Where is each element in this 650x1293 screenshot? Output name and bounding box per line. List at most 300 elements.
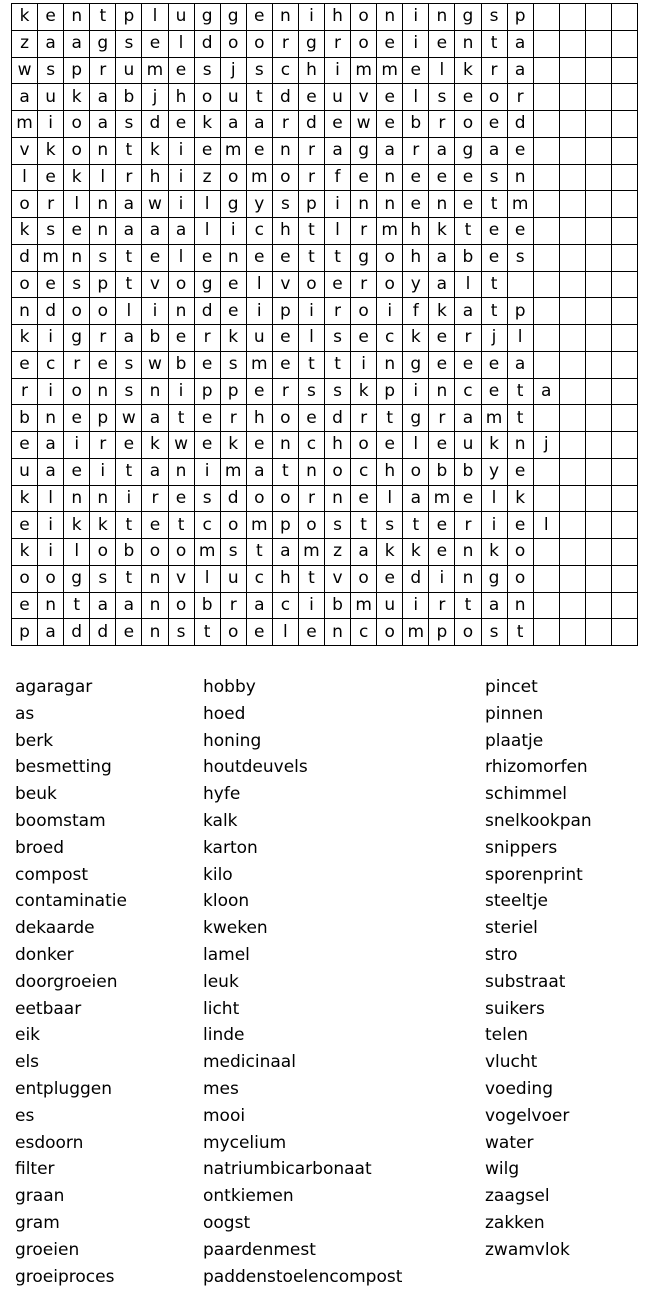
grid-cell: k xyxy=(142,138,168,165)
grid-cell: p xyxy=(273,512,299,539)
grid-cell: h xyxy=(247,405,273,432)
grid-cell: e xyxy=(142,31,168,58)
word-list xyxy=(0,674,650,1289)
grid-cell: i xyxy=(90,459,116,486)
grid-cell: w xyxy=(116,405,142,432)
grid-cell: c xyxy=(247,218,273,245)
grid-cell: p xyxy=(116,4,142,31)
grid-cell: a xyxy=(482,593,508,620)
grid-cell: s xyxy=(325,379,351,406)
grid-cell xyxy=(560,84,586,111)
grid-cell: r xyxy=(90,325,116,352)
grid-cell: e xyxy=(299,619,325,646)
grid-cell: m xyxy=(221,459,247,486)
grid-cell: e xyxy=(403,58,429,85)
grid-cell xyxy=(612,272,638,299)
grid-cell: m xyxy=(351,593,377,620)
grid-cell: r xyxy=(299,486,325,513)
grid-cell: v xyxy=(12,138,38,165)
grid-cell: r xyxy=(351,405,377,432)
grid-cell: n xyxy=(12,298,38,325)
grid-cell xyxy=(560,58,586,85)
grid-cell: e xyxy=(221,298,247,325)
grid-cell: w xyxy=(351,111,377,138)
grid-cell: e xyxy=(482,379,508,406)
grid-cell: i xyxy=(403,4,429,31)
grid-cell: i xyxy=(482,512,508,539)
grid-cell xyxy=(560,111,586,138)
grid-cell: h xyxy=(273,218,299,245)
grid-cell xyxy=(586,31,612,58)
grid-cell: a xyxy=(142,405,168,432)
grid-cell xyxy=(560,298,586,325)
grid-cell: e xyxy=(64,405,90,432)
grid-cell: b xyxy=(455,459,481,486)
grid-cell: n xyxy=(64,245,90,272)
grid-cell: u xyxy=(221,84,247,111)
grid-cell: o xyxy=(90,539,116,566)
grid-cell: r xyxy=(299,165,325,192)
grid-cell: t xyxy=(299,245,325,272)
grid-cell xyxy=(612,138,638,165)
word-item: lamel xyxy=(203,944,250,965)
grid-cell: t xyxy=(116,245,142,272)
grid-cell: s xyxy=(429,84,455,111)
grid-cell: e xyxy=(273,352,299,379)
grid-cell: l xyxy=(195,566,221,593)
grid-cell xyxy=(612,539,638,566)
grid-cell: e xyxy=(482,352,508,379)
grid-cell: l xyxy=(195,218,221,245)
grid-cell: e xyxy=(273,245,299,272)
grid-cell: m xyxy=(142,58,168,85)
grid-cell xyxy=(586,272,612,299)
grid-cell: n xyxy=(455,31,481,58)
grid-cell: m xyxy=(12,111,38,138)
grid-cell: i xyxy=(221,218,247,245)
grid-cell: a xyxy=(116,191,142,218)
grid-cell: i xyxy=(38,111,64,138)
grid-cell: o xyxy=(299,272,325,299)
grid-cell: b xyxy=(142,325,168,352)
word-item: beuk xyxy=(15,784,57,805)
grid-cell: i xyxy=(169,165,195,192)
grid-cell: n xyxy=(169,298,195,325)
grid-cell: o xyxy=(64,379,90,406)
grid-cell xyxy=(612,218,638,245)
grid-cell: e xyxy=(508,459,534,486)
grid-cell: n xyxy=(429,191,455,218)
grid-cell: a xyxy=(90,111,116,138)
grid-cell: r xyxy=(116,165,142,192)
word-item: linde xyxy=(203,1025,245,1046)
grid-cell xyxy=(612,191,638,218)
grid-cell: e xyxy=(482,218,508,245)
grid-cell: o xyxy=(351,566,377,593)
grid-cell xyxy=(534,4,560,31)
grid-cell: t xyxy=(482,298,508,325)
word-item: mycelium xyxy=(203,1132,287,1153)
grid-cell: w xyxy=(169,432,195,459)
grid-cell: h xyxy=(325,432,351,459)
word-item: gram xyxy=(15,1212,60,1233)
grid-cell: b xyxy=(429,459,455,486)
grid-cell xyxy=(612,432,638,459)
grid-cell: s xyxy=(64,272,90,299)
grid-cell: t xyxy=(116,566,142,593)
grid-cell: t xyxy=(169,405,195,432)
grid-cell: n xyxy=(38,405,64,432)
grid-cell xyxy=(560,138,586,165)
grid-cell: k xyxy=(12,4,38,31)
grid-cell: e xyxy=(429,432,455,459)
grid-cell: t xyxy=(64,593,90,620)
grid-cell: n xyxy=(90,218,116,245)
grid-cell: r xyxy=(90,432,116,459)
grid-cell xyxy=(534,111,560,138)
word-item: vogelvoer xyxy=(485,1105,570,1126)
grid-cell: v xyxy=(351,84,377,111)
word-item: mooi xyxy=(203,1105,246,1126)
word-item: groeiproces xyxy=(15,1266,115,1287)
grid-cell: z xyxy=(195,165,221,192)
word-item: agaragar xyxy=(15,677,93,697)
word-item: karton xyxy=(203,837,258,858)
grid-cell: e xyxy=(429,325,455,352)
word-item: doorgroeien xyxy=(15,971,118,992)
grid-cell: p xyxy=(377,379,403,406)
grid-cell: o xyxy=(377,619,403,646)
grid-cell xyxy=(534,619,560,646)
grid-cell xyxy=(586,325,612,352)
grid-cell xyxy=(586,191,612,218)
grid-cell xyxy=(560,31,586,58)
grid-cell: m xyxy=(351,58,377,85)
grid-cell: p xyxy=(64,58,90,85)
grid-cell: j xyxy=(534,432,560,459)
grid-cell: o xyxy=(508,539,534,566)
grid-cell: k xyxy=(351,379,377,406)
grid-cell: g xyxy=(195,4,221,31)
grid-cell: e xyxy=(221,272,247,299)
grid-cell: b xyxy=(169,352,195,379)
grid-cell: p xyxy=(195,379,221,406)
word-item: as xyxy=(15,703,35,724)
grid-cell: s xyxy=(325,325,351,352)
grid-cell xyxy=(586,352,612,379)
grid-cell: l xyxy=(377,486,403,513)
grid-cell: e xyxy=(247,245,273,272)
grid-cell: d xyxy=(508,111,534,138)
word-item: houtdeuvels xyxy=(203,757,308,778)
grid-cell: n xyxy=(90,379,116,406)
grid-cell: m xyxy=(377,218,403,245)
grid-cell: u xyxy=(455,432,481,459)
grid-cell: k xyxy=(12,539,38,566)
grid-cell: a xyxy=(142,218,168,245)
word-item: pinnen xyxy=(485,703,544,724)
grid-cell xyxy=(612,352,638,379)
grid-cell: n xyxy=(325,619,351,646)
grid-cell xyxy=(534,272,560,299)
grid-cell: i xyxy=(38,512,64,539)
grid-cell: t xyxy=(247,539,273,566)
grid-cell xyxy=(612,593,638,620)
grid-cell: v xyxy=(273,272,299,299)
grid-cell: o xyxy=(169,539,195,566)
grid-cell: a xyxy=(455,298,481,325)
grid-cell: n xyxy=(299,459,325,486)
grid-cell: y xyxy=(247,191,273,218)
grid-cell: g xyxy=(455,138,481,165)
grid-cell: c xyxy=(377,325,403,352)
grid-cell: i xyxy=(377,298,403,325)
grid-cell: k xyxy=(429,298,455,325)
word-item: voeding xyxy=(485,1078,553,1099)
grid-cell xyxy=(534,191,560,218)
grid-cell: r xyxy=(351,218,377,245)
grid-cell xyxy=(534,352,560,379)
grid-cell: s xyxy=(221,352,247,379)
grid-cell: n xyxy=(455,566,481,593)
word-item: pincet xyxy=(485,677,538,697)
grid-cell: r xyxy=(429,593,455,620)
grid-cell: t xyxy=(116,512,142,539)
grid-cell: e xyxy=(195,352,221,379)
grid-cell: s xyxy=(90,566,116,593)
grid-cell: r xyxy=(325,31,351,58)
grid-cell: k xyxy=(429,218,455,245)
grid-cell: r xyxy=(455,325,481,352)
grid-cell: d xyxy=(325,405,351,432)
grid-cell: n xyxy=(273,138,299,165)
grid-cell: o xyxy=(508,566,534,593)
grid-cell: s xyxy=(508,245,534,272)
grid-cell: i xyxy=(325,191,351,218)
grid-cell: l xyxy=(38,486,64,513)
grid-cell: m xyxy=(247,165,273,192)
grid-cell xyxy=(586,218,612,245)
grid-cell xyxy=(560,245,586,272)
word-item: vlucht xyxy=(485,1052,538,1073)
grid-cell: c xyxy=(195,512,221,539)
grid-cell: u xyxy=(12,459,38,486)
word-item: ontkiemen xyxy=(203,1186,294,1207)
grid-cell: m xyxy=(429,486,455,513)
grid-cell: e xyxy=(482,111,508,138)
grid-cell: i xyxy=(142,298,168,325)
grid-cell: n xyxy=(273,4,299,31)
grid-cell: l xyxy=(429,58,455,85)
word-item: broed xyxy=(15,837,65,858)
word-item: kalk xyxy=(203,810,238,831)
grid-cell: n xyxy=(508,593,534,620)
grid-cell: n xyxy=(455,539,481,566)
grid-cell: a xyxy=(351,539,377,566)
grid-cell: o xyxy=(221,165,247,192)
grid-cell: d xyxy=(299,111,325,138)
word-item: steeltje xyxy=(485,891,549,912)
grid-cell: t xyxy=(351,512,377,539)
grid-cell: i xyxy=(169,191,195,218)
grid-cell: g xyxy=(403,405,429,432)
grid-cell xyxy=(586,539,612,566)
grid-cell: g xyxy=(482,566,508,593)
grid-cell: p xyxy=(299,191,325,218)
grid-cell: s xyxy=(482,4,508,31)
word-item: berk xyxy=(15,730,54,751)
grid-cell xyxy=(534,245,560,272)
grid-cell: p xyxy=(90,272,116,299)
grid-cell xyxy=(586,111,612,138)
grid-cell: l xyxy=(90,165,116,192)
grid-cell: n xyxy=(142,379,168,406)
grid-cell: j xyxy=(221,58,247,85)
grid-cell: s xyxy=(273,191,299,218)
grid-cell xyxy=(560,459,586,486)
word-item: schimmel xyxy=(485,784,568,805)
grid-cell xyxy=(560,405,586,432)
grid-cell: m xyxy=(247,512,273,539)
grid-cell: n xyxy=(508,165,534,192)
grid-cell: a xyxy=(169,218,195,245)
grid-cell: l xyxy=(325,218,351,245)
grid-cell: a xyxy=(247,459,273,486)
word-item: graan xyxy=(15,1186,65,1207)
grid-cell: w xyxy=(142,352,168,379)
grid-cell: g xyxy=(221,191,247,218)
grid-cell: r xyxy=(508,84,534,111)
grid-cell: a xyxy=(325,138,351,165)
word-item: donker xyxy=(15,944,74,965)
grid-cell: j xyxy=(482,325,508,352)
grid-cell xyxy=(612,111,638,138)
grid-cell: u xyxy=(169,4,195,31)
grid-cell: e xyxy=(12,432,38,459)
word-item: oogst xyxy=(203,1212,251,1233)
grid-cell: o xyxy=(247,486,273,513)
grid-cell: l xyxy=(508,325,534,352)
grid-cell: o xyxy=(38,566,64,593)
grid-cell: h xyxy=(169,84,195,111)
grid-cell: a xyxy=(429,245,455,272)
word-item: paardenmest xyxy=(203,1239,316,1260)
grid-cell: n xyxy=(90,138,116,165)
grid-cell: k xyxy=(12,218,38,245)
grid-cell: i xyxy=(247,298,273,325)
grid-cell: w xyxy=(142,191,168,218)
grid-cell: s xyxy=(116,111,142,138)
grid-cell: e xyxy=(403,165,429,192)
grid-cell: c xyxy=(351,459,377,486)
grid-cell: t xyxy=(195,619,221,646)
grid-cell: n xyxy=(38,593,64,620)
grid-cell: g xyxy=(221,4,247,31)
grid-cell: g xyxy=(90,31,116,58)
grid-cell xyxy=(560,619,586,646)
grid-cell xyxy=(612,619,638,646)
grid-cell: t xyxy=(299,566,325,593)
grid-cell: u xyxy=(325,84,351,111)
grid-cell: z xyxy=(12,31,38,58)
grid-cell xyxy=(612,566,638,593)
grid-cell xyxy=(560,512,586,539)
word-item: contaminatie xyxy=(15,891,127,912)
grid-cell: o xyxy=(455,619,481,646)
grid-cell: n xyxy=(142,619,168,646)
grid-cell: e xyxy=(38,4,64,31)
grid-cell: l xyxy=(142,4,168,31)
grid-cell: r xyxy=(142,486,168,513)
grid-cell: c xyxy=(455,379,481,406)
grid-cell: e xyxy=(169,486,195,513)
word-item: dekaarde xyxy=(15,918,95,939)
grid-cell: n xyxy=(273,432,299,459)
grid-cell xyxy=(560,432,586,459)
grid-cell: l xyxy=(247,272,273,299)
grid-cell xyxy=(560,191,586,218)
grid-cell: k xyxy=(38,138,64,165)
grid-cell: v xyxy=(325,566,351,593)
grid-cell: r xyxy=(12,379,38,406)
grid-cell xyxy=(612,486,638,513)
grid-cell: e xyxy=(429,539,455,566)
grid-cell xyxy=(534,459,560,486)
grid-cell: e xyxy=(169,58,195,85)
word-item: filter xyxy=(15,1159,55,1180)
grid-cell: s xyxy=(169,619,195,646)
grid-cell: b xyxy=(325,593,351,620)
word-item: substraat xyxy=(485,971,566,992)
grid-cell: s xyxy=(377,512,403,539)
grid-cell: b xyxy=(116,539,142,566)
grid-cell: n xyxy=(64,486,90,513)
grid-cell: c xyxy=(38,352,64,379)
grid-cell: t xyxy=(299,352,325,379)
grid-cell: o xyxy=(12,566,38,593)
grid-cell: r xyxy=(455,512,481,539)
grid-cell xyxy=(612,298,638,325)
grid-cell: p xyxy=(508,298,534,325)
grid-cell: m xyxy=(377,58,403,85)
grid-cell: m xyxy=(221,138,247,165)
grid-cell: e xyxy=(482,245,508,272)
grid-cell: s xyxy=(38,58,64,85)
grid-cell: n xyxy=(351,191,377,218)
grid-cell: o xyxy=(142,539,168,566)
grid-cell: d xyxy=(195,298,221,325)
grid-cell xyxy=(586,298,612,325)
grid-cell: t xyxy=(455,218,481,245)
grid-cell: t xyxy=(116,459,142,486)
grid-cell: a xyxy=(508,58,534,85)
grid-cell: e xyxy=(64,459,90,486)
grid-cell: l xyxy=(64,191,90,218)
grid-cell: k xyxy=(12,486,38,513)
grid-cell: t xyxy=(403,512,429,539)
word-item: kweken xyxy=(203,918,268,939)
grid-cell: o xyxy=(351,298,377,325)
grid-cell: a xyxy=(38,619,64,646)
grid-cell: e xyxy=(169,325,195,352)
grid-cell: o xyxy=(273,486,299,513)
word-item: water xyxy=(485,1132,534,1153)
grid-cell xyxy=(534,539,560,566)
grid-cell: e xyxy=(325,111,351,138)
grid-cell xyxy=(586,165,612,192)
word-item: hobby xyxy=(203,677,256,697)
grid-cell: t xyxy=(508,405,534,432)
